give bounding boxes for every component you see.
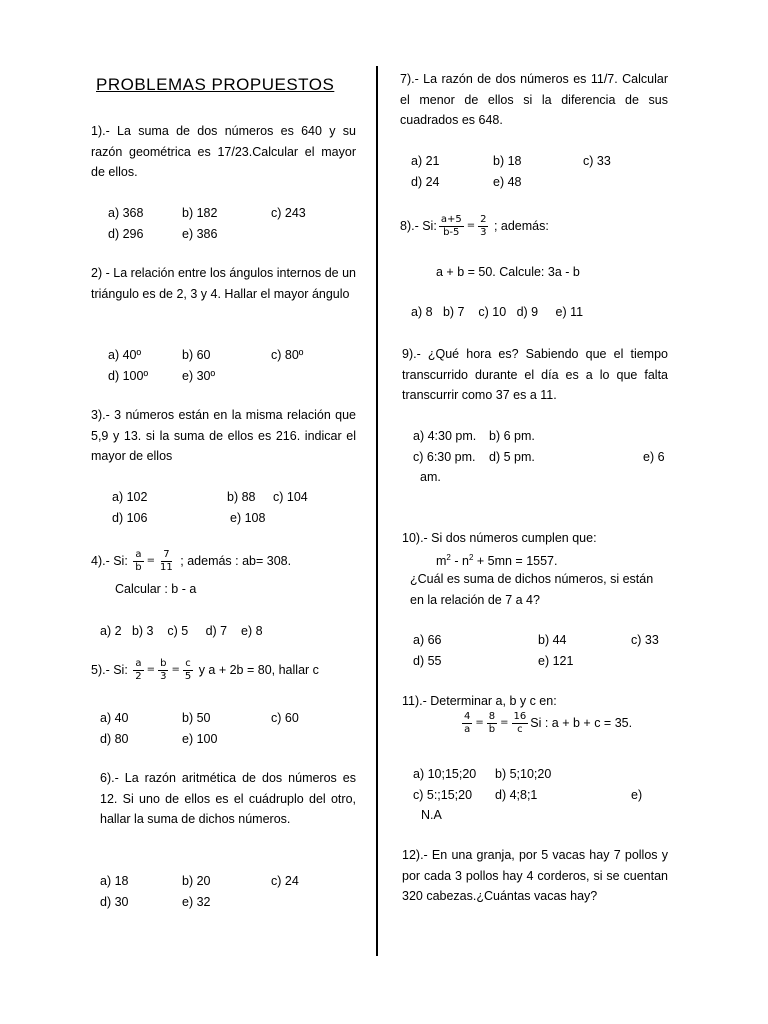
fraction-a-over-2: $\frac{a}{2}$ (135, 658, 142, 682)
option: e) 32 (182, 894, 211, 909)
problem-4-options: a) 2 b) 3 c) 5 d) 7 e) 8 (100, 624, 263, 638)
option: a) 10;15;20 (413, 767, 477, 781)
fraction-7-over-11: $\frac{7}{11}$ (160, 549, 173, 573)
problem-2-options (108, 345, 303, 386)
problem-5: 5).- Si: $\frac{a}{2}$ = $\frac{b}{3}$ = $\frac{c}{5}$ y a + 2b = 80, hallar c (91, 658, 319, 682)
option: b) 44 (538, 633, 567, 647)
option: c) 104 (273, 490, 308, 504)
problem-4: 4).- Si: $\frac{a}{b}$ = $\frac{7}{11}$ ; además : ab= 308. (91, 549, 292, 573)
option: d) 30 (100, 894, 129, 909)
fraction-c-over-5: $\frac{c}{5}$ (184, 658, 192, 682)
problem-7-options (411, 151, 611, 192)
problem-6-options (100, 871, 299, 912)
problem-3-options (112, 487, 308, 528)
option: c) 5:;15;20 (413, 787, 473, 802)
problem-7-text: 7).- La razón de dos números es 11/7. Calcular el menor de ellos si la diferencia de sus cuadrados es 648. (400, 72, 668, 128)
option-continuation: am. (420, 470, 441, 485)
option: e) 6 (643, 449, 665, 464)
fraction-a-over-b: $\frac{a}{b}$ (135, 549, 142, 573)
problem-6 (100, 768, 356, 830)
problem-1 (91, 121, 356, 183)
option: a) 102 (112, 490, 148, 504)
option: c) 24 (271, 874, 299, 888)
problem-10-intro: 10).- Si dos números cumplen que: (402, 531, 597, 545)
option: b) 6 pm. (489, 429, 535, 443)
option: b) 50 (182, 711, 211, 725)
option: c) 33 (631, 633, 659, 647)
problem-9 (402, 344, 668, 406)
problem-2-text: 2) - La relación entre los ángulos internos de un triángulo es de 2, 3 y 4. Hallar el mayor ángulo (91, 266, 356, 301)
problem-5-label: 5).- Si: (91, 662, 128, 677)
option: e) 30º (182, 368, 216, 383)
option: c) 6:30 pm. (413, 449, 476, 464)
problem-11-equation: $\frac{4}{a}$ = $\frac{8}{b}$ = $\frac{16}{c}$ Si : a + b + c = 35. (464, 711, 633, 735)
option: a) 40º (108, 348, 142, 362)
fraction-b-over-3: $\frac{b}{3}$ (160, 658, 167, 682)
problem-10-equation: $m^2 - n^2 + 5mn = 1557$. (436, 553, 558, 569)
option: d) 106 (112, 510, 148, 525)
option: b) 182 (182, 206, 218, 220)
fraction-16-over-c: $\frac{16}{c}$ (513, 711, 527, 735)
problem-3 (91, 405, 356, 467)
problem-10 (410, 569, 668, 610)
option: a) 66 (413, 633, 442, 647)
option: b) 60 (182, 348, 211, 362)
option: a) 368 (108, 206, 144, 220)
problem-4-label: 4).- Si: (91, 553, 128, 568)
fraction-2-over-3: $\frac{2}{3}$ (480, 214, 487, 238)
option: e) (631, 787, 643, 802)
option: a) 21 (411, 154, 440, 168)
problem-7 (400, 69, 668, 131)
option: d) 24 (411, 174, 440, 189)
option: b) 18 (493, 154, 522, 168)
problem-8-question: a + b = 50. Calcule: 3a - b (436, 265, 580, 279)
problem-8-options: a) 8 b) 7 c) 10 d) 9 e) 11 (411, 305, 584, 319)
option: b) 88 (227, 490, 256, 504)
option: d) 296 (108, 226, 144, 241)
option: d) 5 pm. (489, 449, 535, 464)
option: d) 80 (100, 731, 129, 746)
problem-11-intro: 11).- Determinar a, b y c en: (402, 694, 557, 708)
problem-5-condition: y a + 2b = 80, hallar c (198, 662, 319, 677)
problem-2 (91, 263, 356, 304)
problem-12 (402, 845, 668, 907)
option: b) 5;10;20 (495, 767, 552, 781)
problem-1-text: 1).- La suma de dos números es 640 y su razón geométrica es 17/23.Calcular el mayor de ellos. (91, 124, 356, 180)
problem-12-text: 12).- En una granja, por 5 vacas hay 7 pollos y por cada 3 pollos hay 4 corderos, si se cuentan 320 cabezas.¿Cuántas vacas hay? (402, 848, 668, 904)
problem-4-condition: ; además : ab= 308. (180, 553, 292, 568)
column-divider (376, 66, 378, 956)
option: d) 4;8;1 (495, 787, 538, 802)
fraction-a5-over-b5: $\frac{a+5}{b-5}$ (440, 214, 462, 238)
problem-11-options (413, 764, 642, 826)
problem-8-condition: ; además: (493, 218, 549, 233)
option: c) 80º (271, 348, 304, 362)
fraction-4-over-a: $\frac{4}{a}$ (464, 711, 471, 735)
fraction-8-over-b: $\frac{8}{b}$ (488, 711, 496, 735)
problem-5-options (100, 708, 299, 749)
option: e) 108 (230, 510, 266, 525)
problem-3-text: 3).- 3 números están en la misma relación que 5,9 y 13. si la suma de ellos es 216. indicar el mayor de ellos (91, 408, 356, 464)
option: a) 4:30 pm. (413, 429, 477, 443)
option: e) 100 (182, 731, 218, 746)
option: e) 121 (538, 653, 574, 668)
option: d) 55 (413, 653, 442, 668)
problem-10-options (413, 630, 659, 671)
problem-10-text: ¿Cuál es suma de dichos números, si están en la relación de 7 a 4? (410, 572, 654, 607)
option: c) 243 (271, 206, 306, 220)
option: e) 48 (493, 174, 522, 189)
problem-1-options (108, 203, 306, 244)
option: a) 40 (100, 711, 129, 725)
option-continuation: N.A (421, 808, 442, 823)
problem-9-text: 9).- ¿Qué hora es? Sabiendo que el tiempo transcurrido durante el día es a lo que falta transcurrir como 37 es a 11. (402, 347, 668, 403)
option: c) 33 (583, 154, 611, 168)
problem-6-text: 6).- La razón aritmética de dos números es 12. Si uno de ellos es el cuádruplo del otro, hallar la suma de dichos números. (100, 771, 356, 827)
problem-9-options (413, 426, 665, 488)
option: e) 386 (182, 226, 218, 241)
problem-11-condition: Si : a + b + c = 35. (530, 715, 633, 730)
option: c) 60 (271, 711, 299, 725)
problem-4-question: Calcular : b - a (115, 582, 197, 596)
option: b) 20 (182, 874, 211, 888)
page-title: PROBLEMAS PROPUESTOS (96, 75, 335, 94)
option: d) 100º (108, 368, 149, 383)
problem-8: 8).- Si: $\frac{a+5}{b-5}$ = $\frac{2}{3}$ ; además: (400, 214, 549, 238)
problem-8-label: 8).- Si: (400, 218, 437, 233)
option: a) 18 (100, 874, 129, 888)
